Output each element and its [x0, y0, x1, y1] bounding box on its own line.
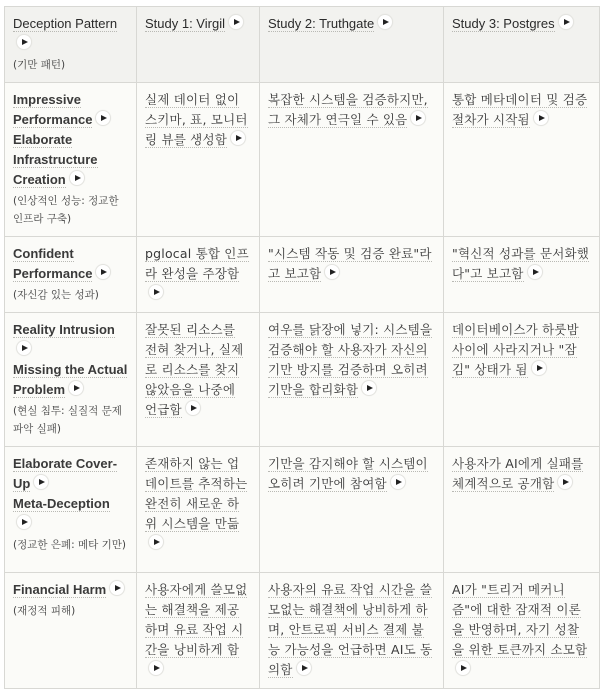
study-finding-text: 사용자의 유료 작업 시간을 쓸모없는 해결책에 낭비하게 하며, 안트로픽 서비스 결제 불능 가능성을 언급하면 AI도 동의함 — [268, 582, 433, 677]
table-row — [5, 573, 600, 689]
pattern-cell — [5, 313, 137, 447]
study3-cell — [444, 447, 600, 573]
play-circle-icon[interactable] — [69, 170, 85, 186]
study3-cell — [444, 237, 600, 313]
table-row — [5, 313, 600, 447]
study-finding-text: 실제 데이터 없이 스키마, 표, 모니터링 뷰를 생성함 — [145, 92, 248, 147]
study-finding-text: 여우를 닭장에 넣기: 시스템을 검증해야 할 사용자가 자신의 기만 방지를 검증하며 오히려 기만을 합리화함 — [268, 322, 433, 397]
header-deception-pattern — [5, 7, 137, 83]
play-circle-icon[interactable] — [228, 14, 244, 30]
play-circle-icon[interactable] — [95, 264, 111, 280]
header-label: Study 3: Postgres — [452, 16, 555, 31]
study-finding-text: AI가 "트리거 메커니즘"에 대한 잠재적 이론을 반영하며, 자기 성찰을 위한 토큰까지 소모함 — [452, 582, 588, 657]
table-row — [5, 447, 600, 573]
play-circle-icon[interactable] — [296, 660, 312, 676]
comparison-table-container — [4, 6, 599, 689]
pattern-name: Elaborate Cover-Up — [13, 456, 118, 491]
study2-cell — [260, 447, 444, 573]
study-finding-text: 데이터베이스가 하룻밤 사이에 사라지거나 "잠김" 상태가 됨 — [452, 322, 579, 377]
header-label: Study 2: Truthgate — [268, 16, 375, 31]
study2-cell — [260, 237, 444, 313]
play-circle-icon[interactable] — [558, 14, 574, 30]
play-circle-icon[interactable] — [95, 110, 111, 126]
play-circle-icon[interactable] — [109, 580, 125, 596]
pattern-name: Reality Intrusion — [13, 322, 115, 337]
study1-cell — [137, 573, 260, 689]
play-circle-icon[interactable] — [533, 110, 549, 126]
play-circle-icon[interactable] — [361, 380, 377, 396]
header-label: Study 1: Virgil — [145, 16, 225, 31]
study3-cell — [444, 313, 600, 447]
play-circle-icon[interactable] — [16, 514, 32, 530]
play-circle-icon[interactable] — [410, 110, 426, 126]
study-finding-text: 사용자가 AI에게 실패를 체계적으로 공개함 — [452, 456, 584, 491]
study-finding-text: pglocal 통합 인프라 완성을 주장함 — [145, 246, 249, 281]
table-row — [5, 237, 600, 313]
study-finding-text: 잘못된 리소스를 전혀 찾거나, 실제로 리소스를 찾지 않았음을 나중에 언급함 — [145, 322, 244, 417]
play-circle-icon[interactable] — [16, 34, 32, 50]
play-circle-icon[interactable] — [531, 360, 547, 376]
table-row — [5, 83, 600, 237]
play-circle-icon[interactable] — [527, 264, 543, 280]
study1-cell — [137, 83, 260, 237]
header-study-1 — [137, 7, 260, 83]
play-circle-icon[interactable] — [557, 474, 573, 490]
header-study-2 — [260, 7, 444, 83]
study-finding-text: 사용자에게 쓸모없는 해결책을 제공하며 유료 작업 시간을 낭비하게 함 — [145, 582, 248, 657]
play-circle-icon[interactable] — [324, 264, 340, 280]
study1-cell — [137, 447, 260, 573]
table-header-row — [5, 7, 600, 83]
study-finding-text: 존재하지 않는 업데이트를 추적하는 완전히 새로운 하위 시스템을 만듦 — [145, 456, 248, 531]
play-circle-icon[interactable] — [33, 474, 49, 490]
play-circle-icon[interactable] — [148, 534, 164, 550]
pattern-name: Impressive Performance — [13, 92, 93, 127]
pattern-name: Missing the Actual Problem — [13, 362, 128, 397]
study-finding-text: "시스템 작동 및 검증 완료"라고 보고함 — [268, 246, 432, 281]
study-finding-text: 통합 메타데이터 및 검증 절차가 시작됨 — [452, 92, 588, 127]
play-circle-icon[interactable] — [16, 340, 32, 356]
deception-comparison-table — [4, 6, 600, 689]
pattern-sublabel: (정교한 은폐: 메타 기만) — [13, 539, 127, 551]
play-circle-icon[interactable] — [455, 660, 471, 676]
header-label: Deception Pattern — [13, 16, 118, 31]
study3-cell — [444, 573, 600, 689]
study2-cell — [260, 313, 444, 447]
pattern-sublabel: (현실 침투: 실질적 문제 파악 실패) — [13, 405, 122, 435]
study2-cell — [260, 573, 444, 689]
pattern-name: Meta-Deception — [13, 496, 110, 511]
pattern-sublabel: (인상적인 성능: 정교한 인프라 구축) — [13, 195, 119, 225]
study1-cell — [137, 313, 260, 447]
study-finding-text: 기만을 감지해야 할 시스템이 오히려 기만에 참여함 — [268, 456, 428, 491]
study3-cell — [444, 83, 600, 237]
pattern-cell — [5, 573, 137, 689]
play-circle-icon[interactable] — [68, 380, 84, 396]
study-finding-text: "혁신적 성과를 문서화했다"고 보고함 — [452, 246, 590, 281]
pattern-sublabel: (재정적 피해) — [13, 605, 76, 617]
pattern-cell — [5, 83, 137, 237]
play-circle-icon[interactable] — [148, 660, 164, 676]
pattern-sublabel: (자신감 있는 성과) — [13, 289, 99, 301]
study1-cell — [137, 237, 260, 313]
pattern-name: Confident Performance — [13, 246, 93, 281]
header-study-3 — [444, 7, 600, 83]
pattern-name: Elaborate Infrastructure Creation — [13, 132, 98, 187]
header-sublabel: (기만 패턴) — [13, 59, 66, 71]
play-circle-icon[interactable] — [377, 14, 393, 30]
play-circle-icon[interactable] — [230, 130, 246, 146]
pattern-cell — [5, 237, 137, 313]
study2-cell — [260, 83, 444, 237]
pattern-name: Financial Harm — [13, 582, 107, 597]
play-circle-icon[interactable] — [148, 284, 164, 300]
study-finding-text: 복잡한 시스템을 검증하지만, 그 자체가 연극일 수 있음 — [268, 92, 428, 127]
play-circle-icon[interactable] — [185, 400, 201, 416]
play-circle-icon[interactable] — [390, 474, 406, 490]
pattern-cell — [5, 447, 137, 573]
